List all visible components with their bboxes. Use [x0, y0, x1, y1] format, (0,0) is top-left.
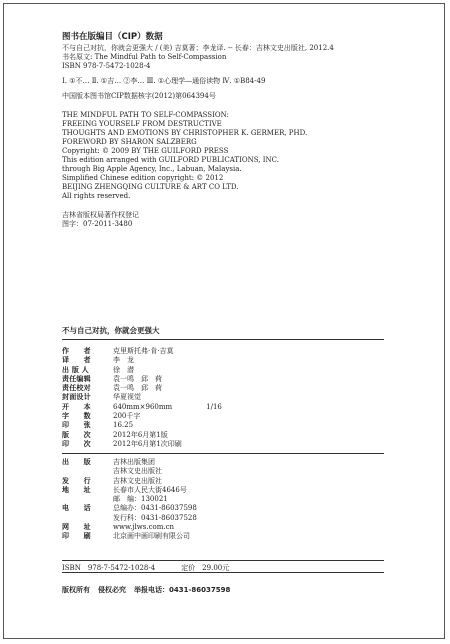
detail-value: 克里斯托弗·肯·吉莫: [113, 347, 174, 355]
detail-value: 16.25: [113, 421, 134, 430]
detail-label: 译 者: [62, 356, 91, 365]
english-copyright-line: BEIJING ZHENGQING CULTURE & ART CO LTD.: [62, 183, 239, 191]
publisher-value: 吉林出版集团: [113, 458, 155, 466]
detail-label: 字 数: [62, 412, 91, 421]
detail-value: 袁一鸣 邱 荷: [113, 374, 162, 383]
copyright-footer: [62, 585, 238, 595]
cip-block: [62, 30, 392, 229]
publisher-value: 吉林文史出版社: [113, 467, 162, 476]
detail-value: 李 龙: [113, 356, 134, 365]
publisher-row: [62, 458, 392, 467]
cip-title: 图书在版编目（CIP）数据: [62, 32, 163, 42]
detail-label: 出 版 人: [62, 365, 89, 374]
detail-value: 640mm×960mm: [113, 402, 173, 411]
detail-value: 华夏视觉: [113, 393, 141, 402]
publication-details: [62, 347, 392, 449]
publisher-value: 吉林文史出版社: [113, 476, 162, 485]
price: 定价 29.00元: [181, 564, 230, 572]
english-copyright-line: THOUGHTS AND EMOTIONS BY CHRISTOPHER K. GERMER, PHD.: [62, 129, 308, 137]
registration-line: 图字：07-2011-3480: [62, 220, 133, 228]
detail-row: [62, 366, 392, 375]
english-copyright-line: Copyright: © 2009 BY THE GUILFORD PRESS: [62, 147, 229, 155]
publisher-row: [62, 523, 392, 532]
detail-row: [62, 431, 392, 440]
publisher-label: 出 版: [62, 458, 91, 466]
cip-core-number: 中国版本图书馆CIP数据核字(2012)第064394号: [62, 92, 216, 100]
detail-row: [62, 393, 392, 402]
publisher-value: 邮 编：130021: [113, 495, 168, 504]
detail-row: [62, 403, 392, 412]
publisher-row: [62, 495, 392, 504]
publisher-label: [62, 514, 113, 523]
detail-label: 责任校对: [62, 384, 91, 393]
publisher-row: [62, 477, 392, 486]
publisher-label: 印 刷: [62, 532, 91, 541]
publisher-label: 发 行: [62, 476, 91, 485]
detail-value-format: 1/16: [206, 402, 222, 411]
cip-record-line: 不与自己对抗，你就会更强大 / (美) 吉莫著；李龙译. -- 长春：吉林文史出版社, 2012.4: [62, 44, 334, 52]
detail-row: [62, 384, 392, 393]
detail-label: 作 者: [62, 347, 91, 355]
detail-value: 2012年6月第1版: [113, 430, 168, 439]
publisher-value: 北京画中画印刷有限公司: [113, 532, 190, 541]
divider: [62, 453, 384, 454]
cip-record-line: 书名原文: The Mindful Path to Self-Compassion: [62, 53, 227, 61]
detail-row: [62, 412, 392, 421]
publisher-value: 总编办：0431-86037598: [113, 504, 197, 513]
detail-label: 版 次: [62, 430, 91, 439]
footer-text: 举报电话：0431-86037598: [134, 586, 231, 594]
detail-value: 袁一鸣 邱 荷: [113, 384, 162, 393]
detail-value: 徐 潜: [113, 365, 134, 374]
english-copyright-line: Simplified Chinese edition copyright: © 2012: [62, 174, 224, 182]
publisher-label: 地 址: [62, 485, 91, 494]
detail-value: 200千字: [113, 412, 141, 421]
publisher-label: 网 址: [62, 523, 91, 532]
footer-text: 侵权必究: [98, 586, 126, 594]
publisher-row: [62, 504, 392, 513]
detail-row: [62, 375, 392, 384]
english-copyright-line: All rights reserved.: [62, 192, 131, 200]
english-copyright-line: FREEING YOURSELF FROM DESTRUCTIVE: [62, 120, 222, 128]
english-copyright-line: This edition arranged with GUILFORD PUBLICATIONS, INC.: [62, 156, 279, 164]
publisher-value: www.jlws.com.cn: [113, 523, 175, 532]
detail-label: 封面设计: [62, 393, 91, 402]
publisher-row: [62, 467, 392, 476]
detail-value: 2012年6月第1次印刷: [113, 439, 182, 448]
english-copyright-line: through Big Apple Agency, Inc., Labuan, Malaysia.: [62, 165, 242, 173]
detail-label: 开 本: [62, 402, 91, 411]
publisher-label: 电 话: [62, 504, 91, 513]
publisher-value: 发行科：0431-86037528: [113, 513, 197, 522]
detail-row: [62, 440, 392, 449]
divider: [62, 339, 384, 340]
publisher-row: [62, 486, 392, 495]
publisher-details: [62, 458, 392, 542]
book-title: 不与自己对抗，你就会更强大: [62, 326, 160, 335]
detail-row: [62, 421, 392, 430]
divider: [62, 560, 384, 561]
publisher-row: [62, 514, 392, 523]
detail-label: 印 张: [62, 421, 91, 430]
detail-row: [62, 356, 392, 365]
cip-subjects: Ⅰ. ①不… Ⅱ. ①吉… ②李… Ⅲ. ①心理学—通俗读物 Ⅳ. ①B84-49: [62, 77, 266, 85]
publisher-row: [62, 532, 392, 541]
registration-line: 吉林省版权局著作权登记: [62, 211, 139, 219]
footer-text: 版权所有: [62, 586, 90, 594]
detail-label: 责任编辑: [62, 374, 91, 383]
english-copyright-line: FOREWORD BY SHARON SALZBERG: [62, 138, 197, 146]
divider: [62, 572, 384, 573]
detail-label: 印 次: [62, 439, 91, 448]
isbn-number: ISBN 978-7-5472-1028-4: [62, 564, 156, 572]
english-copyright-line: THE MINDFUL PATH TO SELF-COMPASSION:: [62, 111, 229, 119]
publisher-label: [62, 467, 113, 476]
publisher-value: 长春市人民大街4646号: [113, 485, 187, 494]
cip-record-line: ISBN 978-7-5472-1028-4: [62, 62, 151, 70]
detail-row: [62, 347, 392, 356]
